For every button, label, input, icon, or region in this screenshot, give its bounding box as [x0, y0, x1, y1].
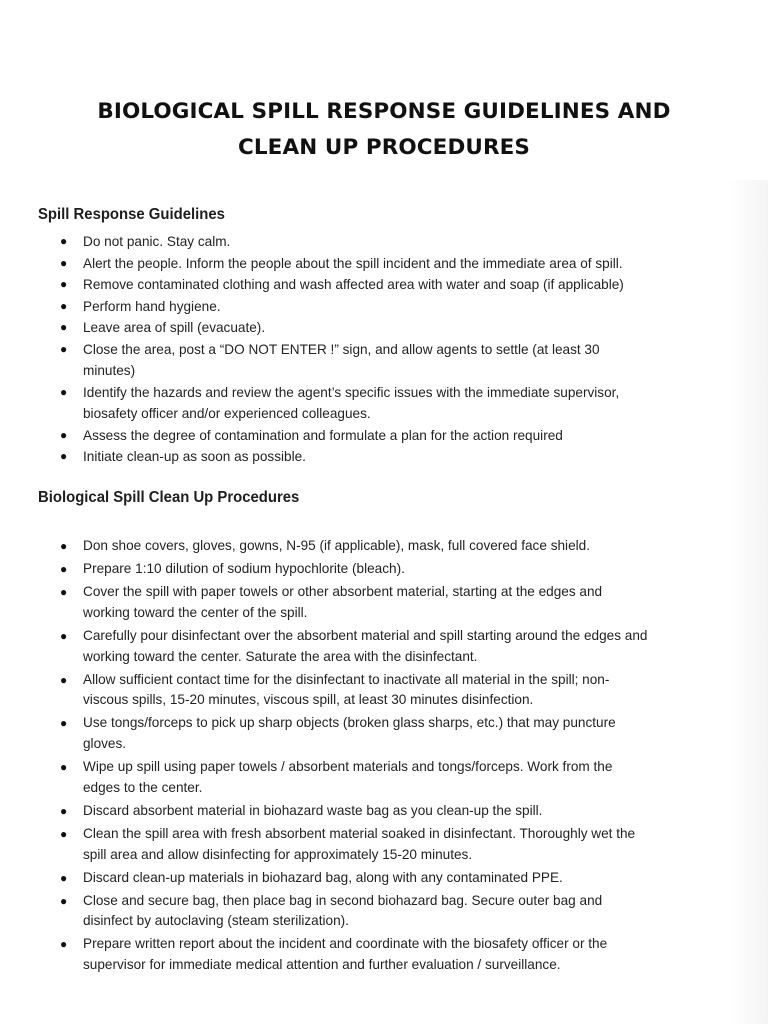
bullet-icon: ●: [60, 277, 68, 291]
list-item: ● Don shoe covers, gloves, gowns, N-95 (if applicable), mask, full covered face shield.: [58, 536, 648, 557]
guidelines-list: [58, 231, 648, 468]
list-item: ● Prepare 1:10 dilution of sodium hypochlorite (bleach).: [58, 559, 648, 580]
list-item: ● Assess the degree of contamination and formulate a plan for the action required: [58, 425, 648, 447]
list-item: ● Prepare written report about the incident and coordinate with the biosafety officer or the supervisor for immediate medical attention and further evaluation / surveillance.: [60, 936, 608, 973]
list-item: ● Alert the people. Inform the people about the spill incident and the immediate area of spill.: [58, 253, 648, 275]
list-item: ● Carefully pour disinfectant over the absorbent material and spill starting around the edges and working toward the center. Saturate the area with the disinfectant.: [60, 627, 648, 664]
list-item: ● Leave area of spill (evacuate).: [58, 317, 648, 339]
list-item: ● Close the area, post a “DO NOT ENTER !” sign, and allow agents to settle (at least 30 minutes): [58, 339, 648, 382]
bullet-icon: ●: [60, 255, 68, 270]
title-line-1: BIOLOGICAL SPILL RESPONSE GUIDELINES AND: [97, 99, 671, 124]
document-title: [0, 94, 768, 166]
list-item: ● Discard clean-up materials in biohazard bag, along with any contaminated PPE.: [58, 868, 648, 889]
bullet-icon: ●: [60, 561, 68, 576]
list-item: ● Allow sufficient contact time for the disinfectant to inactivate all material in the spill; non-viscous spills, 15-20 minutes, viscous spill, at least 30 minutes disinfection.: [60, 671, 610, 708]
bullet-icon: ●: [60, 234, 68, 248]
list-item: ● Use tongs/forceps to pick up sharp objects (broken glass sharps, etc.) that may puncture gloves.: [60, 715, 616, 752]
bullet-icon: ●: [60, 870, 68, 885]
bullet-icon: ●: [60, 584, 68, 599]
list-item: ● Close and secure bag, then place bag in second biohazard bag. Secure outer bag and disinfect by autoclaving (steam sterilization).: [60, 892, 603, 929]
bullet-icon: ●: [60, 893, 68, 908]
list-item: ● Perform hand hygiene.: [58, 296, 648, 318]
list-item: ● Remove contaminated clothing and wash affected area with water and soap (if applicable): [58, 274, 648, 296]
bullet-icon: ●: [60, 341, 68, 356]
list-item: ● Clean the spill area with fresh absorbent material soaked in disinfectant. Thoroughly wet the spill area and allow disinfecting for approximately 15-20 minutes.: [60, 825, 636, 862]
bullet-icon: ●: [60, 672, 68, 687]
bullet-icon: ●: [60, 937, 68, 952]
list-item: ● Identify the hazards and review the agent’s specific issues with the immediate supervisor, biosafety officer and/or experienced colleagues.: [58, 382, 648, 425]
bullet-icon: ●: [60, 760, 68, 775]
bullet-icon: ●: [60, 716, 68, 731]
bullet-icon: ●: [60, 539, 68, 553]
bullet-icon: ●: [60, 384, 68, 399]
bullet-icon: ●: [60, 803, 68, 818]
bullet-icon: ●: [60, 449, 68, 463]
list-item: ● Discard absorbent material in biohazard waste bag as you clean-up the spill.: [58, 801, 648, 822]
bullet-icon: ●: [60, 320, 68, 334]
bullet-icon: ●: [60, 298, 68, 313]
bullet-icon: ●: [60, 826, 68, 841]
procedures-list: [58, 536, 648, 976]
list-item: ● Wipe up spill using paper towels / absorbent materials and tongs/forceps. Work from the edges to the center.: [60, 759, 613, 795]
guidelines-heading: Spill Response Guidelines: [38, 206, 225, 223]
list-item: ● Do not panic. Stay calm.: [58, 231, 648, 253]
bullet-icon: ●: [60, 628, 68, 643]
procedures-heading: Biological Spill Clean Up Procedures: [38, 489, 300, 506]
title-line-2: CLEAN UP PROCEDURES: [238, 135, 530, 160]
list-item: ● Initiate clean-up as soon as possible.: [58, 446, 648, 468]
scan-shadow: [728, 180, 768, 1024]
list-item: ● Cover the spill with paper towels or other absorbent material, starting at the edges and working toward the center of the spill.: [60, 583, 603, 620]
bullet-icon: ●: [60, 427, 68, 442]
